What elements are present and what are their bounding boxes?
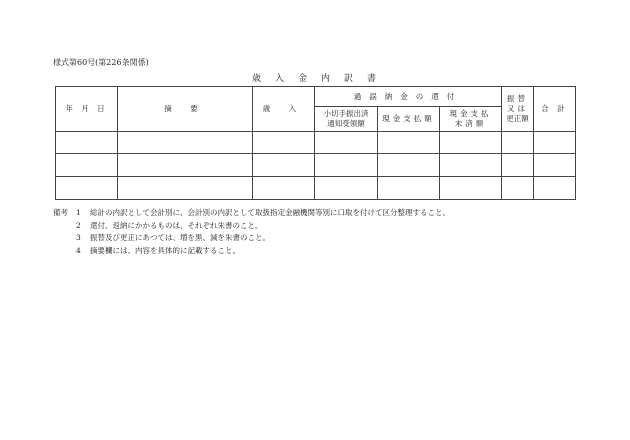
header-check-line1: 小切手振出済 [323, 109, 369, 118]
header-transfer-line2: 又は [507, 104, 528, 113]
header-total: 合 計 [534, 87, 576, 132]
cell[interactable] [253, 177, 315, 200]
header-cash-unpaid [440, 107, 502, 132]
header-summary: 摘 要 [118, 87, 253, 132]
cell[interactable] [502, 154, 534, 177]
cell[interactable] [253, 132, 315, 154]
cell[interactable] [56, 154, 118, 177]
cell[interactable] [315, 177, 378, 200]
remark-text: 還付、返納にかかるものは、それぞれ朱書のこと。 [90, 220, 263, 230]
remark-item [53, 220, 450, 233]
header-revenue: 歳 入 [253, 87, 315, 132]
remark-text: 摘要欄には、内容を具体的に記載すること。 [90, 245, 240, 255]
cell[interactable] [534, 154, 576, 177]
cell[interactable] [56, 177, 118, 200]
cell[interactable] [378, 132, 440, 154]
cell[interactable] [440, 154, 502, 177]
header-cash-paid: 現金支払額 [378, 107, 440, 132]
cell[interactable] [253, 154, 315, 177]
remark-number: 2 [76, 220, 81, 230]
header-check-notice [315, 107, 378, 132]
revenue-breakdown-table [55, 86, 576, 200]
cell[interactable] [315, 132, 378, 154]
cell[interactable] [118, 177, 253, 200]
table-row [56, 154, 576, 177]
header-cash-unpaid-line1: 現金支払 [449, 109, 492, 118]
remark-item [53, 245, 450, 258]
remark-item [53, 207, 450, 220]
cell[interactable] [502, 132, 534, 154]
cell[interactable] [440, 132, 502, 154]
cell[interactable] [378, 177, 440, 200]
remark-item [53, 232, 450, 245]
header-refund-group: 過誤納金の還付 [315, 87, 502, 107]
cell[interactable] [118, 154, 253, 177]
cell[interactable] [502, 177, 534, 200]
form-number: 様式第60号(第226条関係) [53, 58, 149, 67]
cell[interactable] [534, 132, 576, 154]
header-transfer [502, 87, 534, 132]
cell[interactable] [315, 154, 378, 177]
header-cash-unpaid-line2: 未済額 [454, 119, 487, 128]
header-check-line2: 通知受領額 [327, 119, 365, 128]
remark-number: 4 [76, 245, 81, 255]
remark-number: 1 [76, 208, 81, 217]
header-transfer-line3: 更正額 [506, 114, 529, 123]
remark-text: 総計の内訳として会計別に、会計別の内訳として取扱指定金融機関等別に口取を付けて区分整理すること。 [90, 208, 450, 217]
page-title: 歳入金内訳書 [251, 74, 390, 84]
remarks-label: 備考 [53, 208, 68, 217]
remark-text: 振替及び更正にあつては、増を黒、減を朱書のこと。 [90, 233, 270, 242]
remarks [53, 207, 450, 257]
cell[interactable] [378, 154, 440, 177]
header-transfer-line1: 振替 [507, 94, 528, 103]
cell[interactable] [534, 177, 576, 200]
cell[interactable] [56, 132, 118, 154]
remark-number: 3 [76, 233, 81, 242]
cell[interactable] [118, 132, 253, 154]
cell[interactable] [440, 177, 502, 200]
table-row [56, 132, 576, 154]
table-row [56, 177, 576, 200]
header-date: 年 月 日 [56, 87, 118, 132]
